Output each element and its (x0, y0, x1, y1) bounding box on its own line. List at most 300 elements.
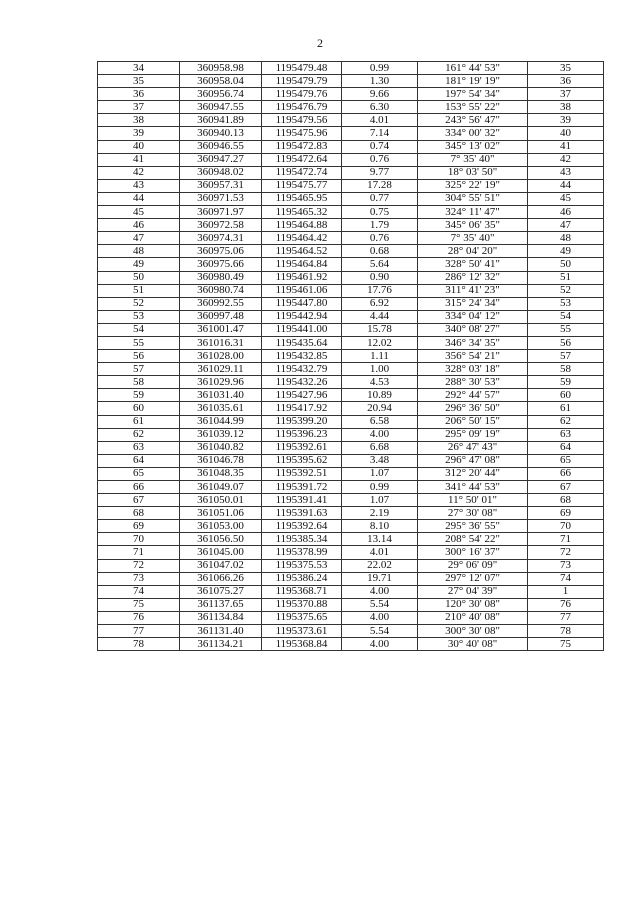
y-coordinate-cell: 1195461.06 (262, 284, 342, 297)
length-cell: 4.01 (342, 114, 418, 127)
next-point-cell: 60 (528, 389, 604, 402)
point-number-cell: 49 (98, 258, 180, 271)
next-point-cell: 59 (528, 376, 604, 389)
point-number-cell: 63 (98, 441, 180, 454)
point-number-cell: 61 (98, 415, 180, 428)
length-cell: 15.78 (342, 323, 418, 336)
y-coordinate-cell: 1195392.61 (262, 441, 342, 454)
table-row (98, 127, 604, 140)
table-row (98, 585, 604, 598)
next-point-cell: 44 (528, 179, 604, 192)
next-point-cell: 51 (528, 271, 604, 284)
point-number-cell: 34 (98, 62, 180, 75)
next-point-cell: 48 (528, 232, 604, 245)
next-point-cell: 63 (528, 428, 604, 441)
direction-angle-cell: 197° 54' 34" (418, 88, 528, 101)
table-row (98, 297, 604, 310)
direction-angle-cell: 297° 12' 07" (418, 572, 528, 585)
length-cell: 3.48 (342, 454, 418, 467)
point-number-cell: 74 (98, 585, 180, 598)
direction-angle-cell: 26° 47' 43" (418, 441, 528, 454)
table-row (98, 467, 604, 480)
length-cell: 5.54 (342, 598, 418, 611)
table-row (98, 219, 604, 232)
next-point-cell: 58 (528, 363, 604, 376)
next-point-cell: 39 (528, 114, 604, 127)
length-cell: 0.99 (342, 62, 418, 75)
point-number-cell: 46 (98, 219, 180, 232)
direction-angle-cell: 334° 00' 32" (418, 127, 528, 140)
x-coordinate-cell: 360958.04 (180, 75, 262, 88)
x-coordinate-cell: 361016.31 (180, 336, 262, 349)
length-cell: 9.66 (342, 88, 418, 101)
length-cell: 6.58 (342, 415, 418, 428)
length-cell: 6.30 (342, 101, 418, 114)
y-coordinate-cell: 1195464.52 (262, 245, 342, 258)
next-point-cell: 49 (528, 245, 604, 258)
direction-angle-cell: 296° 47' 08" (418, 454, 528, 467)
direction-angle-cell: 161° 44' 53" (418, 62, 528, 75)
coordinates-table (97, 61, 604, 651)
direction-angle-cell: 243° 56' 47" (418, 114, 528, 127)
table-row (98, 638, 604, 651)
length-cell: 1.07 (342, 494, 418, 507)
table-row (98, 258, 604, 271)
direction-angle-cell: 210° 40' 08" (418, 611, 528, 624)
point-number-cell: 64 (98, 454, 180, 467)
next-point-cell: 75 (528, 638, 604, 651)
next-point-cell: 73 (528, 559, 604, 572)
point-number-cell: 37 (98, 101, 180, 114)
x-coordinate-cell: 361045.00 (180, 546, 262, 559)
length-cell: 4.00 (342, 611, 418, 624)
direction-angle-cell: 341° 44' 53" (418, 481, 528, 494)
x-coordinate-cell: 361046.78 (180, 454, 262, 467)
table-row (98, 62, 604, 75)
length-cell: 5.64 (342, 258, 418, 271)
point-number-cell: 42 (98, 166, 180, 179)
next-point-cell: 47 (528, 219, 604, 232)
direction-angle-cell: 311° 41' 23" (418, 284, 528, 297)
table-row (98, 572, 604, 585)
next-point-cell: 57 (528, 350, 604, 363)
table-row (98, 428, 604, 441)
length-cell: 1.00 (342, 363, 418, 376)
length-cell: 0.68 (342, 245, 418, 258)
x-coordinate-cell: 361040.82 (180, 441, 262, 454)
x-coordinate-cell: 360946.55 (180, 140, 262, 153)
next-point-cell: 76 (528, 598, 604, 611)
y-coordinate-cell: 1195441.00 (262, 323, 342, 336)
point-number-cell: 43 (98, 179, 180, 192)
length-cell: 0.76 (342, 153, 418, 166)
x-coordinate-cell: 361134.84 (180, 611, 262, 624)
x-coordinate-cell: 360980.74 (180, 284, 262, 297)
point-number-cell: 62 (98, 428, 180, 441)
point-number-cell: 56 (98, 350, 180, 363)
x-coordinate-cell: 361134.21 (180, 638, 262, 651)
length-cell: 4.53 (342, 376, 418, 389)
length-cell: 0.77 (342, 192, 418, 205)
table-row (98, 389, 604, 402)
next-point-cell: 42 (528, 153, 604, 166)
table-row (98, 323, 604, 336)
next-point-cell: 72 (528, 546, 604, 559)
direction-angle-cell: 325° 22' 19" (418, 179, 528, 192)
table-row (98, 88, 604, 101)
point-number-cell: 44 (98, 192, 180, 205)
table-row (98, 402, 604, 415)
direction-angle-cell: 356° 54' 21" (418, 350, 528, 363)
length-cell: 0.76 (342, 232, 418, 245)
direction-angle-cell: 288° 30' 53" (418, 376, 528, 389)
x-coordinate-cell: 361035.61 (180, 402, 262, 415)
length-cell: 6.68 (342, 441, 418, 454)
direction-angle-cell: 315° 24' 34" (418, 297, 528, 310)
length-cell: 19.71 (342, 572, 418, 585)
direction-angle-cell: 27° 04' 39" (418, 585, 528, 598)
y-coordinate-cell: 1195479.79 (262, 75, 342, 88)
point-number-cell: 73 (98, 572, 180, 585)
table-row (98, 206, 604, 219)
x-coordinate-cell: 360948.02 (180, 166, 262, 179)
x-coordinate-cell: 361131.40 (180, 625, 262, 638)
x-coordinate-cell: 361056.50 (180, 533, 262, 546)
y-coordinate-cell: 1195432.79 (262, 363, 342, 376)
y-coordinate-cell: 1195479.76 (262, 88, 342, 101)
y-coordinate-cell: 1195472.64 (262, 153, 342, 166)
table-row (98, 232, 604, 245)
direction-angle-cell: 328° 50' 41" (418, 258, 528, 271)
y-coordinate-cell: 1195464.88 (262, 219, 342, 232)
y-coordinate-cell: 1195432.85 (262, 350, 342, 363)
y-coordinate-cell: 1195432.26 (262, 376, 342, 389)
length-cell: 5.54 (342, 625, 418, 638)
length-cell: 17.76 (342, 284, 418, 297)
table-row (98, 336, 604, 349)
point-number-cell: 60 (98, 402, 180, 415)
length-cell: 1.07 (342, 467, 418, 480)
y-coordinate-cell: 1195370.88 (262, 598, 342, 611)
direction-angle-cell: 28° 04' 20" (418, 245, 528, 258)
y-coordinate-cell: 1195391.41 (262, 494, 342, 507)
point-number-cell: 39 (98, 127, 180, 140)
x-coordinate-cell: 361053.00 (180, 520, 262, 533)
y-coordinate-cell: 1195476.79 (262, 101, 342, 114)
point-number-cell: 55 (98, 336, 180, 349)
direction-angle-cell: 295° 36' 55" (418, 520, 528, 533)
x-coordinate-cell: 360992.55 (180, 297, 262, 310)
x-coordinate-cell: 361031.40 (180, 389, 262, 402)
table-row (98, 546, 604, 559)
length-cell: 2.19 (342, 507, 418, 520)
x-coordinate-cell: 361066.26 (180, 572, 262, 585)
point-number-cell: 48 (98, 245, 180, 258)
length-cell: 17.28 (342, 179, 418, 192)
y-coordinate-cell: 1195375.65 (262, 611, 342, 624)
next-point-cell: 64 (528, 441, 604, 454)
x-coordinate-cell: 361137.65 (180, 598, 262, 611)
length-cell: 4.44 (342, 310, 418, 323)
direction-angle-cell: 30° 40' 08" (418, 638, 528, 651)
y-coordinate-cell: 1195391.72 (262, 481, 342, 494)
table-row (98, 494, 604, 507)
length-cell: 20.94 (342, 402, 418, 415)
x-coordinate-cell: 361048.35 (180, 467, 262, 480)
next-point-cell: 38 (528, 101, 604, 114)
table-row (98, 598, 604, 611)
point-number-cell: 75 (98, 598, 180, 611)
length-cell: 1.11 (342, 350, 418, 363)
y-coordinate-cell: 1195391.63 (262, 507, 342, 520)
point-number-cell: 52 (98, 297, 180, 310)
y-coordinate-cell: 1195435.64 (262, 336, 342, 349)
point-number-cell: 69 (98, 520, 180, 533)
y-coordinate-cell: 1195399.20 (262, 415, 342, 428)
length-cell: 6.92 (342, 297, 418, 310)
x-coordinate-cell: 361044.99 (180, 415, 262, 428)
direction-angle-cell: 29° 06' 09" (418, 559, 528, 572)
y-coordinate-cell: 1195417.92 (262, 402, 342, 415)
y-coordinate-cell: 1195385.34 (262, 533, 342, 546)
table-row (98, 101, 604, 114)
length-cell: 1.30 (342, 75, 418, 88)
y-coordinate-cell: 1195375.53 (262, 559, 342, 572)
length-cell: 4.00 (342, 638, 418, 651)
direction-angle-cell: 181° 19' 19" (418, 75, 528, 88)
next-point-cell: 53 (528, 297, 604, 310)
table-row (98, 245, 604, 258)
next-point-cell: 77 (528, 611, 604, 624)
point-number-cell: 45 (98, 206, 180, 219)
x-coordinate-cell: 360974.31 (180, 232, 262, 245)
next-point-cell: 61 (528, 402, 604, 415)
point-number-cell: 67 (98, 494, 180, 507)
direction-angle-cell: 296° 36' 50" (418, 402, 528, 415)
y-coordinate-cell: 1195464.84 (262, 258, 342, 271)
y-coordinate-cell: 1195392.64 (262, 520, 342, 533)
next-point-cell: 46 (528, 206, 604, 219)
direction-angle-cell: 340° 08' 27" (418, 323, 528, 336)
point-number-cell: 70 (98, 533, 180, 546)
length-cell: 13.14 (342, 533, 418, 546)
direction-angle-cell: 18° 03' 50" (418, 166, 528, 179)
point-number-cell: 35 (98, 75, 180, 88)
x-coordinate-cell: 360975.06 (180, 245, 262, 258)
x-coordinate-cell: 360971.53 (180, 192, 262, 205)
table-row (98, 611, 604, 624)
next-point-cell: 54 (528, 310, 604, 323)
y-coordinate-cell: 1195395.62 (262, 454, 342, 467)
next-point-cell: 65 (528, 454, 604, 467)
y-coordinate-cell: 1195396.23 (262, 428, 342, 441)
next-point-cell: 52 (528, 284, 604, 297)
point-number-cell: 47 (98, 232, 180, 245)
next-point-cell: 40 (528, 127, 604, 140)
x-coordinate-cell: 361028.00 (180, 350, 262, 363)
point-number-cell: 66 (98, 481, 180, 494)
next-point-cell: 69 (528, 507, 604, 520)
x-coordinate-cell: 361049.07 (180, 481, 262, 494)
next-point-cell: 37 (528, 88, 604, 101)
next-point-cell: 71 (528, 533, 604, 546)
next-point-cell: 56 (528, 336, 604, 349)
direction-angle-cell: 206° 50' 15" (418, 415, 528, 428)
next-point-cell: 70 (528, 520, 604, 533)
next-point-cell: 68 (528, 494, 604, 507)
length-cell: 0.75 (342, 206, 418, 219)
length-cell: 9.77 (342, 166, 418, 179)
direction-angle-cell: 120° 30' 08" (418, 598, 528, 611)
x-coordinate-cell: 361029.11 (180, 363, 262, 376)
point-number-cell: 68 (98, 507, 180, 520)
x-coordinate-cell: 361001.47 (180, 323, 262, 336)
table-row (98, 533, 604, 546)
direction-angle-cell: 346° 34' 35" (418, 336, 528, 349)
point-number-cell: 41 (98, 153, 180, 166)
length-cell: 10.89 (342, 389, 418, 402)
x-coordinate-cell: 360947.55 (180, 101, 262, 114)
direction-angle-cell: 7° 35' 40" (418, 232, 528, 245)
x-coordinate-cell: 360957.31 (180, 179, 262, 192)
next-point-cell: 35 (528, 62, 604, 75)
length-cell: 12.02 (342, 336, 418, 349)
point-number-cell: 36 (98, 88, 180, 101)
direction-angle-cell: 286° 12' 32" (418, 271, 528, 284)
length-cell: 4.00 (342, 585, 418, 598)
table-row (98, 559, 604, 572)
point-number-cell: 71 (98, 546, 180, 559)
table-row (98, 310, 604, 323)
y-coordinate-cell: 1195479.56 (262, 114, 342, 127)
point-number-cell: 59 (98, 389, 180, 402)
point-number-cell: 77 (98, 625, 180, 638)
table-row (98, 507, 604, 520)
direction-angle-cell: 304° 55' 51" (418, 192, 528, 205)
length-cell: 7.14 (342, 127, 418, 140)
next-point-cell: 78 (528, 625, 604, 638)
direction-angle-cell: 27° 30' 08" (418, 507, 528, 520)
x-coordinate-cell: 361075.27 (180, 585, 262, 598)
x-coordinate-cell: 361039.12 (180, 428, 262, 441)
next-point-cell: 74 (528, 572, 604, 585)
y-coordinate-cell: 1195368.71 (262, 585, 342, 598)
next-point-cell: 36 (528, 75, 604, 88)
point-number-cell: 58 (98, 376, 180, 389)
direction-angle-cell: 324° 11' 47" (418, 206, 528, 219)
table-row (98, 192, 604, 205)
table-row (98, 481, 604, 494)
y-coordinate-cell: 1195368.84 (262, 638, 342, 651)
x-coordinate-cell: 361051.06 (180, 507, 262, 520)
point-number-cell: 51 (98, 284, 180, 297)
x-coordinate-cell: 360941.89 (180, 114, 262, 127)
direction-angle-cell: 345° 13' 02" (418, 140, 528, 153)
direction-angle-cell: 300° 30' 08" (418, 625, 528, 638)
length-cell: 4.00 (342, 428, 418, 441)
direction-angle-cell: 292° 44' 57" (418, 389, 528, 402)
y-coordinate-cell: 1195442.94 (262, 310, 342, 323)
x-coordinate-cell: 360971.97 (180, 206, 262, 219)
next-point-cell: 43 (528, 166, 604, 179)
y-coordinate-cell: 1195373.61 (262, 625, 342, 638)
table-row (98, 114, 604, 127)
y-coordinate-cell: 1195447.80 (262, 297, 342, 310)
table-row (98, 179, 604, 192)
x-coordinate-cell: 361047.02 (180, 559, 262, 572)
point-number-cell: 54 (98, 323, 180, 336)
y-coordinate-cell: 1195392.51 (262, 467, 342, 480)
table-row (98, 376, 604, 389)
next-point-cell: 50 (528, 258, 604, 271)
y-coordinate-cell: 1195465.32 (262, 206, 342, 219)
next-point-cell: 55 (528, 323, 604, 336)
next-point-cell: 41 (528, 140, 604, 153)
table-row (98, 140, 604, 153)
x-coordinate-cell: 360940.13 (180, 127, 262, 140)
direction-angle-cell: 328° 03' 18" (418, 363, 528, 376)
y-coordinate-cell: 1195465.95 (262, 192, 342, 205)
length-cell: 0.74 (342, 140, 418, 153)
table-row (98, 415, 604, 428)
next-point-cell: 66 (528, 467, 604, 480)
next-point-cell: 45 (528, 192, 604, 205)
y-coordinate-cell: 1195472.83 (262, 140, 342, 153)
y-coordinate-cell: 1195427.96 (262, 389, 342, 402)
x-coordinate-cell: 361029.96 (180, 376, 262, 389)
direction-angle-cell: 312° 20' 44" (418, 467, 528, 480)
length-cell: 22.02 (342, 559, 418, 572)
x-coordinate-cell: 360947.27 (180, 153, 262, 166)
length-cell: 0.99 (342, 481, 418, 494)
y-coordinate-cell: 1195378.99 (262, 546, 342, 559)
y-coordinate-cell: 1195464.42 (262, 232, 342, 245)
y-coordinate-cell: 1195386.24 (262, 572, 342, 585)
x-coordinate-cell: 360980.49 (180, 271, 262, 284)
x-coordinate-cell: 360975.66 (180, 258, 262, 271)
table-row (98, 271, 604, 284)
length-cell: 8.10 (342, 520, 418, 533)
page-number: 2 (317, 36, 323, 50)
length-cell: 0.90 (342, 271, 418, 284)
table-row (98, 166, 604, 179)
point-number-cell: 78 (98, 638, 180, 651)
next-point-cell: 67 (528, 481, 604, 494)
y-coordinate-cell: 1195472.74 (262, 166, 342, 179)
table-row (98, 75, 604, 88)
table-row (98, 520, 604, 533)
point-number-cell: 72 (98, 559, 180, 572)
coordinates-table-body (98, 62, 604, 651)
table-row (98, 454, 604, 467)
point-number-cell: 38 (98, 114, 180, 127)
point-number-cell: 50 (98, 271, 180, 284)
point-number-cell: 40 (98, 140, 180, 153)
y-coordinate-cell: 1195475.96 (262, 127, 342, 140)
point-number-cell: 53 (98, 310, 180, 323)
table-row (98, 153, 604, 166)
direction-angle-cell: 334° 04' 12" (418, 310, 528, 323)
x-coordinate-cell: 360956.74 (180, 88, 262, 101)
y-coordinate-cell: 1195461.92 (262, 271, 342, 284)
direction-angle-cell: 11° 50' 01" (418, 494, 528, 507)
table-row (98, 625, 604, 638)
point-number-cell: 65 (98, 467, 180, 480)
table-row (98, 284, 604, 297)
direction-angle-cell: 153° 55' 22" (418, 101, 528, 114)
direction-angle-cell: 208° 54' 22" (418, 533, 528, 546)
next-point-cell: 62 (528, 415, 604, 428)
